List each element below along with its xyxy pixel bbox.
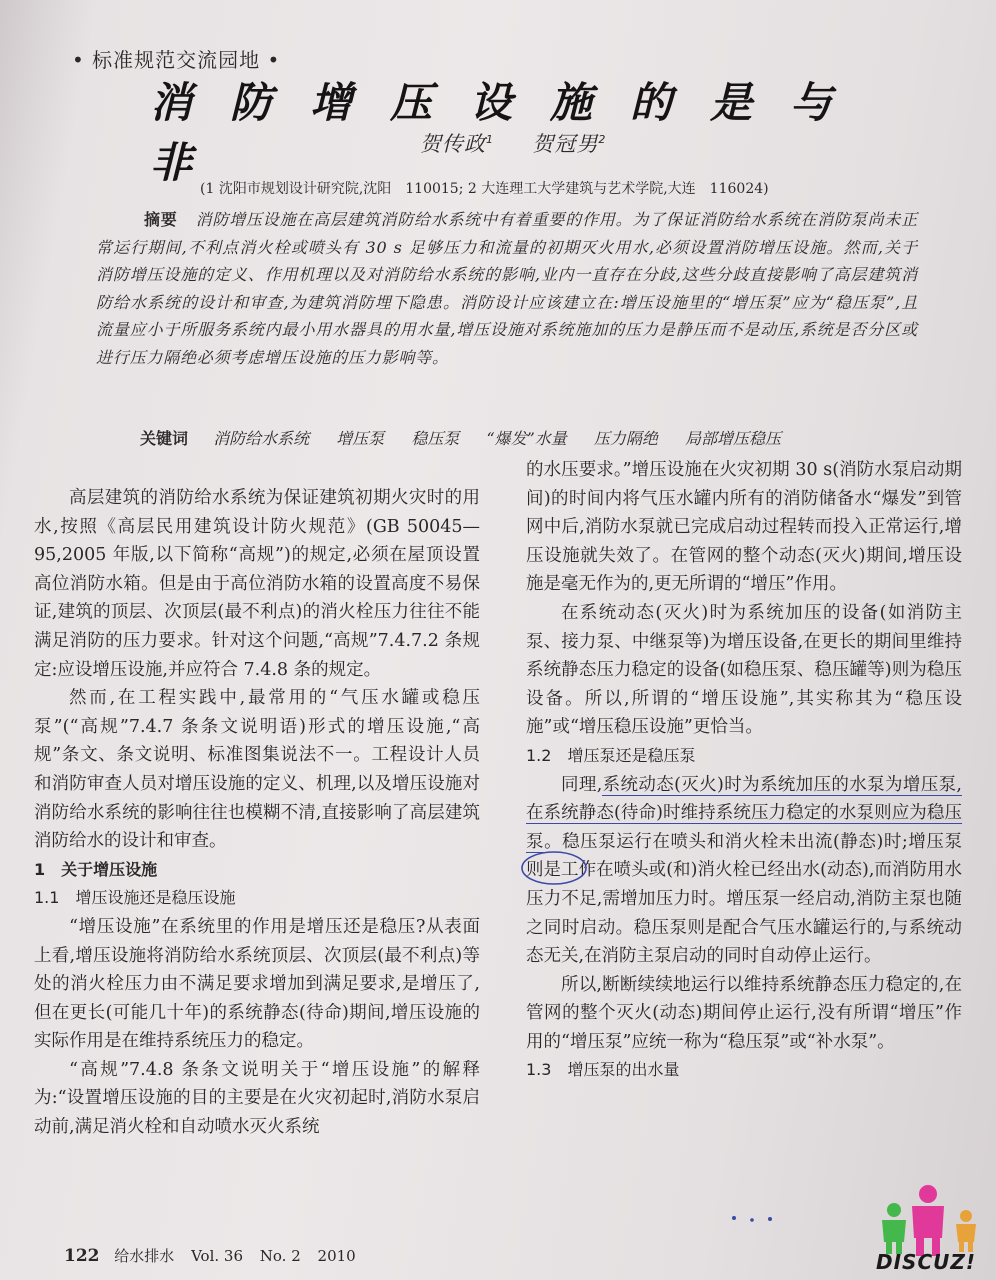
handwritten-underline: 系统动态(灭火)时为系统加压的水泵为增压泵,在系统静态(待命)时维持系统压力稳定的水泵则应为稳压泵 bbox=[526, 774, 962, 852]
journal-volume: Vol. 36 bbox=[191, 1247, 243, 1265]
page-footer bbox=[64, 1245, 368, 1266]
text-run: 同理, bbox=[561, 774, 603, 795]
subsection-heading: 1.3 增压泵的出水量 bbox=[526, 1060, 680, 1080]
text-run: 。稳压泵运行在喷头和消火栓未出流(静态)时;增压泵则是工作在喷头或(和)消火栓已经出水(动态),而消防用水压力不足,需增加压力时。增压泵一经启动,消防主泵也随之同时启动。稳压泵则是配合气压水罐运行的,与系统动态无关,在消防主泵启动的同时自动停止运行。 bbox=[526, 831, 962, 967]
keyword-item: 稳压泵 bbox=[411, 429, 460, 448]
paragraph: “高规”7.4.8 条条文说明关于“增压设施”的解释为:“设置增压设施的目的主要是在火灾初起时,消防水泵启动前,满足消火栓和自动喷水灭火系统 bbox=[34, 1059, 480, 1138]
paragraph: 高层建筑的消防给水系统为保证建筑初期火灾时的用水,按照《高层民用建筑设计防火规范》(GB 50045—95,2005 年版,以下简称“高规”)的规定,必须在屋顶设置高位消防水箱。但是由于高位消防水箱的设置高度不易保证,建筑的顶层、次顶层(最不利点)的消火栓压力往往不能满足消防的压力要求。针对这个问题,“高规”7.4.7.2 条规定:应设增压设施,并应符合 7.4.8 条的规定。 bbox=[34, 488, 480, 680]
abstract bbox=[96, 206, 918, 371]
author-2-sup: 2 bbox=[598, 133, 607, 146]
subsection-heading: 1.1 增压设施还是稳压设施 bbox=[34, 888, 236, 908]
keyword-item: 增压泵 bbox=[336, 429, 385, 448]
abstract-text: 消防增压设施在高层建筑消防给水系统中有着重要的作用。为了保证消防给水系统在消防泵尚未正常运行期间,不利点消火栓或喷头有 30 s 足够压力和流量的初期灭火用水,必须设置消防增压设施。然而,关于消防增压设施的定义、作用机理以及对消防给水系统的影响,业内一直存在分歧,这些分歧直接影响了高层建筑消防给水系统的设计和审查,为建筑消防埋下隐患。消防设计应该建立在:增压设施里的“增压泵”应为“稳压泵”,且流量应小于所服务系统内最小用水器具的用水量,增压设施对系统施加的压力是静压而不是动压,系统是否分区或进行压力隔绝必须考虑增压设施的压力影响等。 bbox=[96, 210, 919, 367]
keywords-label: 关键词 bbox=[140, 429, 189, 448]
affiliation: (1 沈阳市规划设计研究院,沈阳 110015; 2 大连理工大学建筑与艺术学院,大连 116024) bbox=[200, 181, 769, 197]
author-2: 贺冠男 bbox=[532, 132, 599, 156]
author-1: 贺传政 bbox=[420, 132, 486, 156]
keyword-item: 压力隔绝 bbox=[593, 429, 658, 448]
ink-dots-mark bbox=[730, 1212, 780, 1224]
paragraph: 所以,断断续续地运行以维持系统静态压力稳定的,在管网的整个灭火(动态)期间停止运行,没有所谓“增压”作用的“增压泵”应统一称为“稳压泵”或“补水泵”。 bbox=[526, 974, 962, 1052]
keyword-item: 局部增压稳压 bbox=[685, 429, 782, 448]
left-column bbox=[34, 484, 480, 1142]
watermark-text: DISCUZ! bbox=[876, 1250, 976, 1274]
journal-name: 给水排水 bbox=[114, 1247, 175, 1265]
authors bbox=[420, 128, 606, 158]
author-1-sup: 1 bbox=[486, 133, 494, 146]
paragraph: 然而,在工程实践中,最常用的“气压水罐或稳压泵”(“高规”7.4.7 条条文说明语)形式的增压设施,“高规”条文、条文说明、标准图集说法不一。工程设计人员和消防审查人员对增压设施的定义、机理,以及增压设施对消防给水系统的影响往往也模糊不清,直接影响了高层建筑消防给水的设计和审查。 bbox=[34, 688, 480, 852]
section-heading: 1 关于增压设施 bbox=[34, 859, 158, 879]
paragraph bbox=[526, 771, 962, 971]
keywords bbox=[140, 426, 900, 449]
abstract-label: 摘要 bbox=[144, 210, 178, 229]
journal-year: 2010 bbox=[317, 1247, 356, 1265]
column-tag: • 标准规范交流园地 • bbox=[72, 48, 281, 72]
keyword-item: 消防给水系统 bbox=[213, 429, 310, 448]
paragraph: “增压设施”在系统里的作用是增压还是稳压?从表面上看,增压设施将消防给水系统顶层、次顶层(最不利点)等处的消火栓压力由不满足要求增加到满足要求,是增压了,但在更长(可能几十年)的系统静态(待命)期间,增压设施的实际作用是在维持系统压力的稳定。 bbox=[34, 916, 480, 1052]
keyword-item: “爆发”水量 bbox=[486, 429, 567, 448]
article-title: 消防增压设施的是与非 bbox=[150, 78, 871, 187]
paragraph: 在系统动态(灭火)时为系统加压的设备(如消防主泵、接力泵、中继泵等)为增压设备,在更长的期间里维持系统静态压力稳定的设备(如稳压泵、稳压罐等)则为稳压设备。所以,所谓的“增压设施”,其实称其为“稳压设施”或“增压稳压设施”更恰当。 bbox=[526, 602, 962, 738]
page-number: 122 bbox=[64, 1246, 100, 1266]
subsection-heading: 1.2 增压泵还是稳压泵 bbox=[526, 745, 696, 765]
paragraph: 的水压要求。”增压设施在火灾初期 30 s(消防水泵启动期间)的时间内将气压水罐内所有的消防储备水“爆发”到管网中后,消防水泵就已完成启动过程转而投入正常运行,增压设施就失效了。在管网的整个动态(灭火)期间,增压设施是毫无作为的,更无所谓的“增压”作用。 bbox=[526, 460, 962, 595]
right-column bbox=[526, 456, 962, 1085]
journal-number: No. 2 bbox=[259, 1247, 301, 1265]
